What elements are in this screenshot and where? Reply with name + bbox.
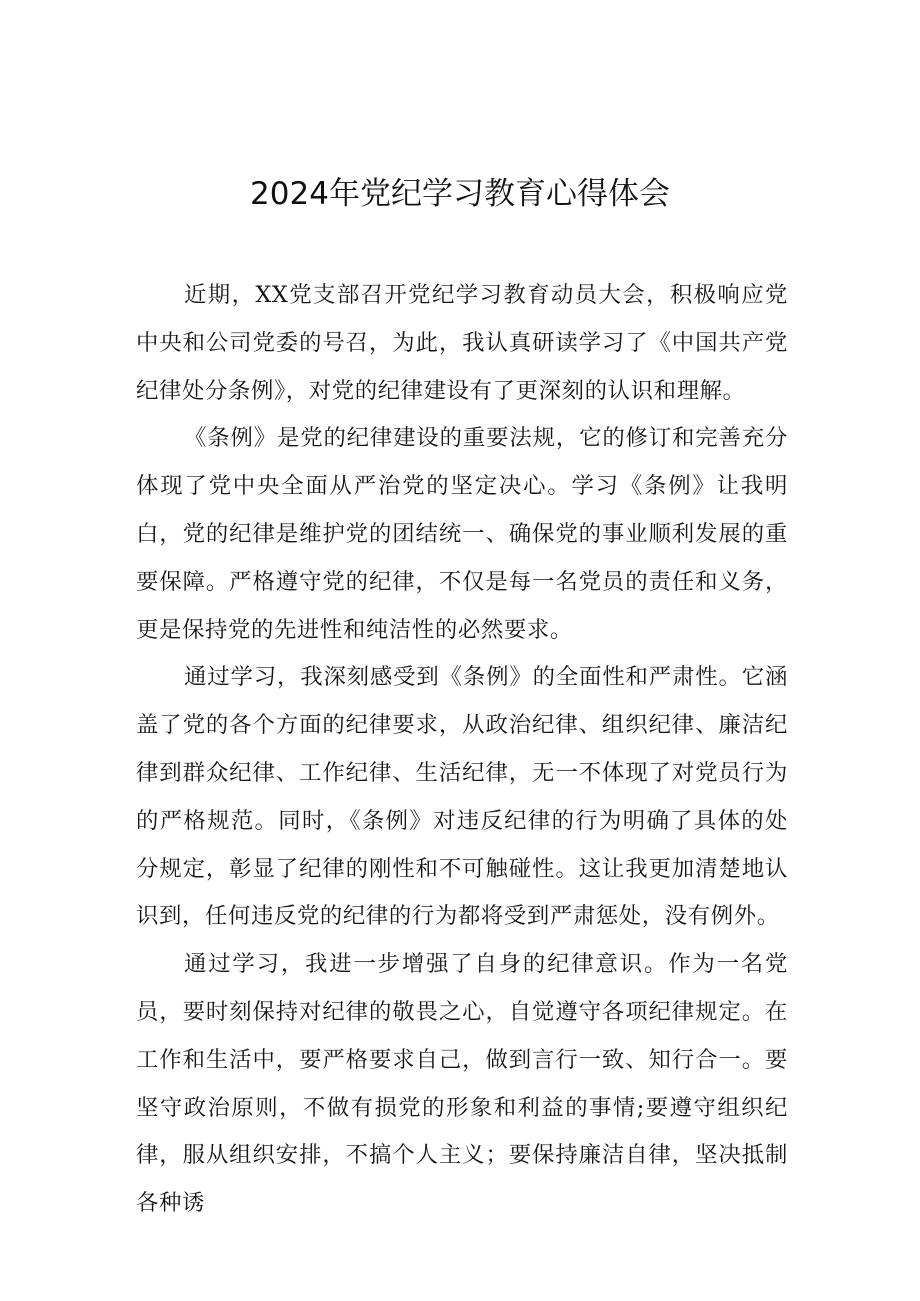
paragraph-4: 通过学习，我进一步增强了自身的纪律意识。作为一名党员，要时刻保持对纪律的敬畏之心，自觉遵守各项纪律规定。在工作和生活中，要严格要求自己，做到言行一致、知行合一。要坚守政治原则，不做有损党的形象和利益的事情;要遵守组织纪律，服从组织安排，不搞个人主义；要保持廉洁自律，坚决抵制各种诱 — [136, 951, 788, 1217]
paragraph-2: 《条例》是党的纪律建设的重要法规，它的修订和完善充分体现了党中央全面从严治党的坚定决心。学习《条例》让我明白，党的纪律是维护党的团结统一、确保党的事业顺利发展的重要保障。严格遵守党的纪律，不仅是每一名党员的责任和义务，更是保持党的先进性和纯洁性的必然要求。 — [136, 425, 788, 643]
paragraph-3: 通过学习，我深刻感受到《条例》的全面性和严肃性。它涵盖了党的各个方面的纪律要求，从政治纪律、组织纪律、廉洁纪律到群众纪律、工作纪律、生活纪律，无一不体现了对党员行为的严格规范。同时，《条例》对违反纪律的行为明确了具体的处分规定，彰显了纪律的刚性和不可触碰性。这让我更加清楚地认识到，任何违反党的纪律的行为都将受到严肃惩处，没有例外。 — [136, 664, 788, 930]
paragraph-1: 近期，XX党支部召开党纪学习教育动员大会，积极响应党中央和公司党委的号召，为此，我认真研读学习了《中国共产党纪律处分条例》，对党的纪律建设有了更深刻的认识和理解。 — [136, 282, 788, 404]
document-title: 2024年党纪学习教育心得体会 — [250, 176, 670, 212]
document-body — [136, 272, 788, 1228]
